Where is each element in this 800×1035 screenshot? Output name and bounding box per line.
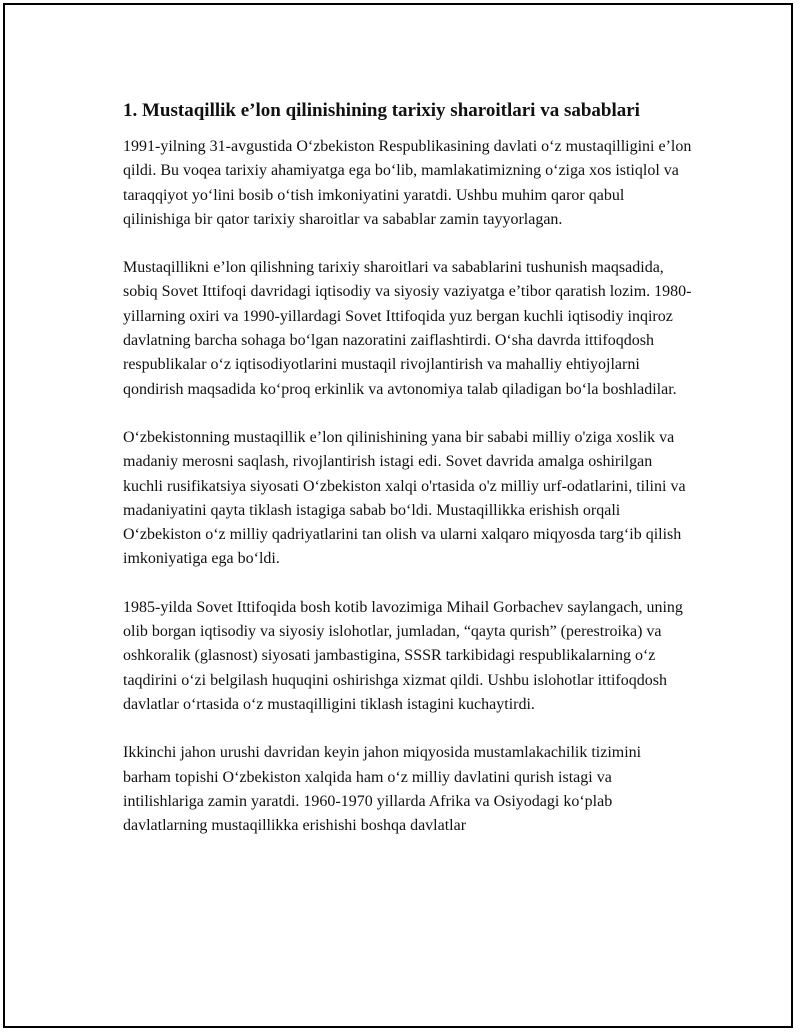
paragraph-1: 1991-yilning 31-avgustida O‘zbekiston Respublikasining davlati o‘z mustaqilligini e’lon qildi. Bu voqea tarixiy ahamiyatga ega bo‘lib, mamlakatimizning o‘ziga xos istiqlol va taraqqiyot yo‘lini bosib o‘tish imkoniyatini yaratdi. Ushbu muhim qaror qabul qilinishiga bir qator tarixiy sharoitlar va sabablar zamin tayyorlagan. xyxy=(123,138,692,228)
section-heading: 1. Mustaqillik e’lon qilinishining tarixiy sharoitlari va sabablari xyxy=(123,100,640,121)
paragraph-2: Mustaqillikni e’lon qilishning tarixiy sharoitlari va sabablarini tushunish maqsadida, sobiq Sovet Ittifoqi davridagi iqtisodiy va siyosiy vaziyatga e’tibor qaratish lozim. 1980-yillarning oxiri va 1990-yillardagi Sovet Ittifoqida yuz bergan kuchli iqtisodiy inqiroz davlatning barcha sohaga bo‘lgan nazoratini zaiflashtirdi. O‘sha davrda ittifoqdosh respublikalar o‘z iqtisodiyotlarini mustaqil rivojlantirish va mahalliy ehtiyojlarni qondirish maqsadida ko‘proq erkinlik va avtonomiya talab qiladigan bo‘la boshladilar. xyxy=(123,259,692,398)
page-frame xyxy=(3,3,793,1028)
paragraph-4: 1985-yilda Sovet Ittifoqida bosh kotib lavozimiga Mihail Gorbachev saylangach, uning olib borgan iqtisodiy va siyosiy islohotlar, jumladan, “qayta qurish” (perestroika) va oshkoralik (glasnost) siyosati jambastigina, SSSR tarkibidagi respublikalarning o‘z taqdirini o‘zi belgilash huquqini oshirishga xizmat qildi. Ushbu islohotlar ittifoqdosh davlatlar o‘rtasida o‘z mustaqilligini tiklash istagini kuchaytirdi. xyxy=(123,598,683,713)
document-body xyxy=(123,97,693,862)
paragraph-3: O‘zbekistonning mustaqillik e’lon qilinishining yana bir sababi milliy o'ziga xoslik va madaniy merosni saqlash, rivojlantirish istagi edi. Sovet davrida amalga oshirilgan kuchli rusifikatsiya siyosati O‘zbekiston xalqi o'rtasida o'z milliy urf-odatlarini, tilini va madaniyatini qayta tiklash istagiga sabab bo‘ldi. Mustaqillikka erishish orqali O‘zbekiston o‘z milliy qadriyatlarini tan olish va ularni xalqaro miqyosda targ‘ib qilish imkoniyatiga ega bo‘ldi. xyxy=(123,428,686,568)
paragraph-5: Ikkinchi jahon urushi davridan keyin jahon miqyosida mustamlakachilik tizimini barham topishi O‘zbekiston xalqida ham o‘z milliy davlatini qurish istagi va intilishlariga zamin yaratdi. 1960-1970 yillarda Afrika va Osiyodagi ko‘plab davlatlarning mustaqillikka erishishi boshqa davlatlar xyxy=(123,744,642,835)
